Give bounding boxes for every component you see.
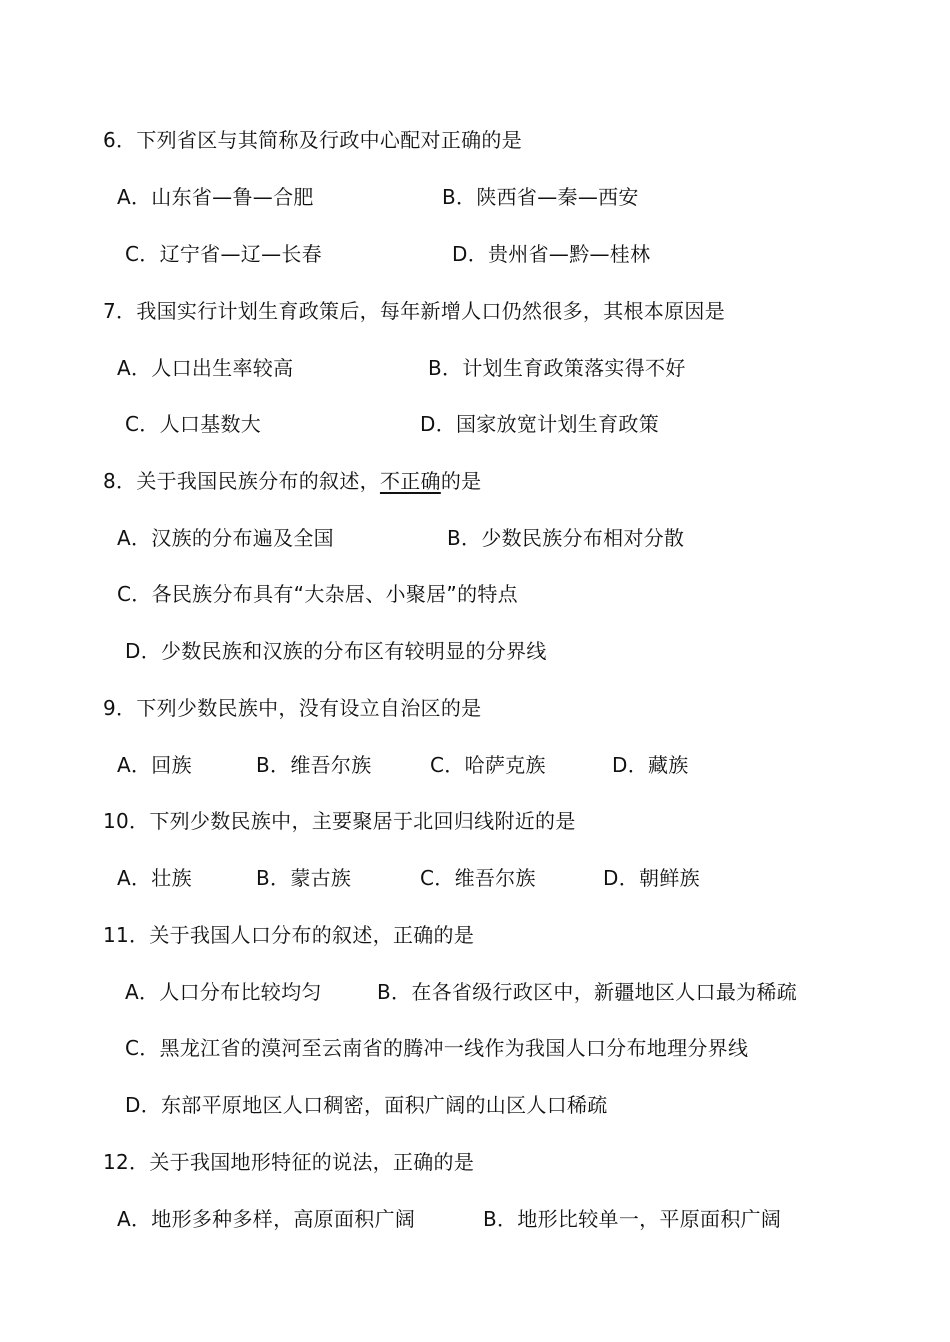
question-10-option-b: B．蒙古族 bbox=[256, 866, 352, 890]
question-9-option-b: B．维吾尔族 bbox=[256, 753, 372, 777]
question-8-stem bbox=[103, 467, 481, 495]
question-7-option-d: D．国家放宽计划生育政策 bbox=[420, 412, 660, 436]
question-8-option-a: A．汉族的分布遍及全国 bbox=[117, 526, 334, 550]
question-9-option-d: D．藏族 bbox=[612, 753, 689, 777]
question-6-option-c: C．辽宁省—辽—长春 bbox=[125, 242, 322, 266]
question-10-option-d: D．朝鲜族 bbox=[603, 866, 700, 890]
question-11-stem: 11．关于我国人口分布的叙述，正确的是 bbox=[103, 923, 475, 947]
question-10-option-a: A．壮族 bbox=[117, 866, 192, 890]
question-6-option-d: D．贵州省—黔—桂林 bbox=[452, 242, 651, 266]
question-8-option-b: B．少数民族分布相对分散 bbox=[447, 526, 685, 550]
question-11-option-b: B．在各省级行政区中，新疆地区人口最为稀疏 bbox=[377, 980, 798, 1004]
question-11-option-c: C．黑龙江省的漠河至云南省的腾冲一线作为我国人口分布地理分界线 bbox=[125, 1036, 749, 1060]
question-12-stem: 12．关于我国地形特征的说法，正确的是 bbox=[103, 1150, 475, 1174]
question-8-option-d: D．少数民族和汉族的分布区有较明显的分界线 bbox=[125, 639, 547, 663]
question-10-option-c: C．维吾尔族 bbox=[420, 866, 536, 890]
question-7-option-b: B．计划生育政策落实得不好 bbox=[428, 356, 686, 380]
question-8-stem-prefix: 8．关于我国民族分布的叙述， bbox=[103, 469, 380, 493]
question-11-option-d: D．东部平原地区人口稠密，面积广阔的山区人口稀疏 bbox=[125, 1093, 608, 1117]
question-7-option-a: A．人口出生率较高 bbox=[117, 356, 294, 380]
question-8-stem-suffix: 的是 bbox=[440, 469, 482, 493]
question-8-stem-underlined: 不正确 bbox=[379, 469, 441, 493]
question-6-option-b: B．陕西省—秦—西安 bbox=[442, 185, 639, 209]
question-6-option-a: A．山东省—鲁—合肥 bbox=[117, 185, 314, 209]
question-6-stem: 6．下列省区与其简称及行政中心配对正确的是 bbox=[103, 128, 523, 152]
question-9-stem: 9．下列少数民族中，没有设立自治区的是 bbox=[103, 696, 482, 720]
question-8-option-c: C．各民族分布具有“大杂居、小聚居”的特点 bbox=[117, 582, 518, 606]
question-10-stem: 10．下列少数民族中，主要聚居于北回归线附近的是 bbox=[103, 809, 576, 833]
question-11-option-a: A．人口分布比较均匀 bbox=[125, 980, 322, 1004]
question-9-option-a: A．回族 bbox=[117, 753, 192, 777]
question-7-option-c: C．人口基数大 bbox=[125, 412, 262, 436]
question-12-option-b: B．地形比较单一，平原面积广阔 bbox=[483, 1207, 782, 1231]
question-12-option-a: A．地形多种多样，高原面积广阔 bbox=[117, 1207, 416, 1231]
question-9-option-c: C．哈萨克族 bbox=[430, 753, 546, 777]
question-7-stem: 7．我国实行计划生育政策后，每年新增人口仍然很多，其根本原因是 bbox=[103, 299, 726, 323]
